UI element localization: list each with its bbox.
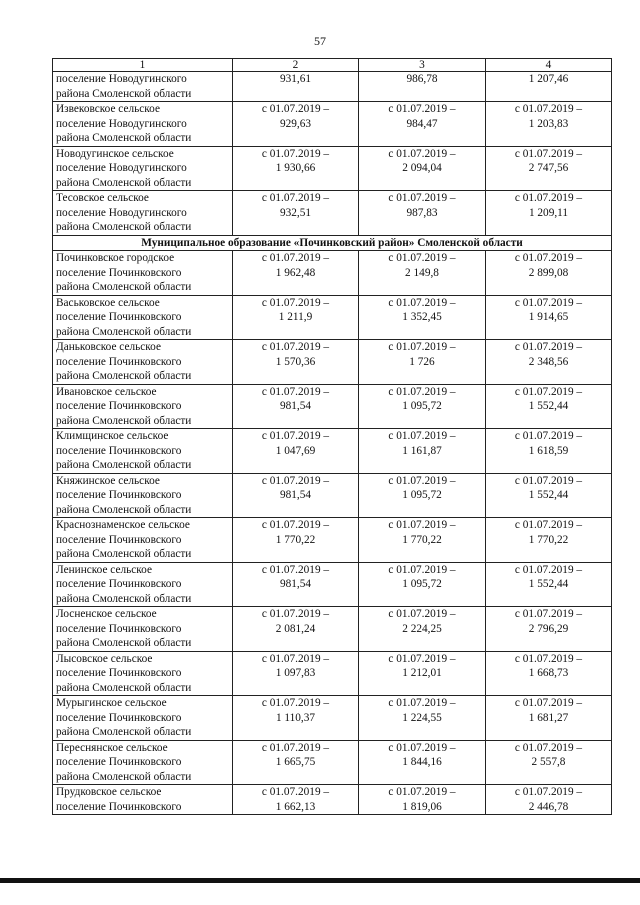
settlement-name-cell-line: Лысовское сельское [56, 652, 153, 665]
settlement-name-cell-line: Климщинское сельское [56, 430, 169, 442]
column-2-value-cell [233, 785, 359, 815]
column-4-value-cell-line: 1 914,65 [528, 311, 569, 323]
column-3-value-cell-line: 1 095,72 [402, 578, 442, 590]
column-4-value-cell [486, 384, 612, 429]
column-2-value-cell [233, 696, 359, 741]
column-4-value-cell [486, 473, 612, 518]
settlement-name-cell-line: района Смоленской области [56, 637, 192, 649]
column-3-value-cell [359, 191, 486, 236]
column-2-value-cell [233, 518, 359, 563]
settlement-name-cell [53, 651, 233, 696]
column-3-value-cell [359, 740, 486, 785]
table-row [53, 295, 612, 340]
column-4-value-cell-line: с 01.07.2019 – [514, 697, 583, 709]
column-2-value-cell [233, 651, 359, 696]
column-3-value-cell-line: с 01.07.2019 – [388, 341, 456, 353]
column-4-value-cell [486, 696, 612, 741]
column-3-value-cell [359, 473, 486, 518]
settlement-name-cell-line: района Смоленской области [56, 726, 192, 738]
column-3-value-cell-line: с 01.07.2019 – [388, 192, 456, 204]
column-2-value-cell-line: с 01.07.2019 – [261, 786, 330, 798]
settlement-name-cell [53, 384, 233, 429]
column-4-value-cell-line: 2 899,08 [528, 266, 569, 279]
column-number-2: 2 [233, 59, 359, 72]
column-2-value-cell [233, 72, 359, 102]
settlement-name-cell-line: поселение Починковского [56, 444, 182, 457]
column-4-value-cell [486, 562, 612, 607]
column-2-value-cell-line: 1 047,69 [275, 444, 316, 457]
column-4-value-cell-line: 1 552,44 [528, 400, 569, 412]
settlement-name-cell-line: Мурыгинское сельское [56, 697, 167, 709]
column-2-value-cell-line: с 01.07.2019 – [261, 147, 330, 160]
settlement-name-cell-line: района Смоленской области [56, 176, 192, 189]
column-2-value-cell [233, 562, 359, 607]
settlement-name-cell-line: Переснянское сельское [56, 741, 168, 754]
column-4-value-cell [486, 607, 612, 652]
column-2-value-cell-line: 1 930,66 [275, 162, 316, 174]
settlement-name-cell-line: района Смоленской области [56, 414, 192, 427]
column-4-value-cell-line: 1 668,73 [528, 667, 569, 679]
column-3-value-cell-line: 984,47 [406, 117, 438, 130]
column-3-value-cell-line: 1 212,01 [402, 667, 442, 679]
settlement-name-cell-line: Княжинское сельское [56, 474, 160, 487]
table-row [53, 696, 612, 741]
column-4-value-cell-line: с 01.07.2019 – [514, 252, 583, 264]
column-3-value-cell-line: 1 352,45 [402, 311, 442, 323]
column-4-value-cell-line: 1 552,44 [528, 489, 569, 501]
tariff-table [52, 58, 612, 815]
column-4-value-cell [486, 146, 612, 191]
tariff-table-body [53, 59, 612, 815]
settlement-name-cell-line: района Смоленской области [56, 87, 192, 100]
column-3-value-cell-line: 1 770,22 [402, 533, 442, 546]
column-4-value-cell [486, 72, 612, 102]
section-title: Муниципальное образование «Починковский район» Смоленской области [53, 235, 612, 251]
column-3-value-cell-line: 1 095,72 [402, 489, 442, 501]
settlement-name-cell-line: района Смоленской области [56, 770, 192, 783]
settlement-name-cell [53, 72, 233, 102]
column-3-value-cell-line: с 01.07.2019 – [388, 563, 456, 576]
settlement-name-cell [53, 607, 233, 652]
column-3-value-cell-line: с 01.07.2019 – [388, 519, 456, 531]
column-2-value-cell-line: 1 110,37 [275, 711, 316, 724]
column-2-value-cell [233, 251, 359, 296]
column-3-value-cell-line: с 01.07.2019 – [388, 741, 456, 754]
column-2-value-cell-line: 929,63 [279, 117, 312, 130]
settlement-name-cell [53, 191, 233, 236]
settlement-name-cell [53, 562, 233, 607]
settlement-name-cell-line: поселение Новодугинского [56, 206, 187, 219]
column-2-value-cell [233, 102, 359, 147]
settlement-name-cell [53, 785, 233, 815]
column-3-value-cell [359, 340, 486, 385]
column-3-value-cell [359, 102, 486, 147]
settlement-name-cell-line: поселение Починковского [56, 667, 182, 679]
column-2-value-cell-line: с 01.07.2019 – [261, 652, 330, 665]
column-4-value-cell-line: с 01.07.2019 – [514, 430, 583, 442]
column-2-value-cell-line: с 01.07.2019 – [261, 341, 330, 353]
table-row [53, 72, 612, 102]
column-2-value-cell [233, 740, 359, 785]
column-3-value-cell-line: с 01.07.2019 – [388, 608, 456, 620]
column-4-value-cell-line: 1 552,44 [528, 578, 569, 590]
column-4-value-cell-line: 2 796,29 [528, 622, 569, 635]
column-2-value-cell-line: с 01.07.2019 – [261, 519, 330, 531]
settlement-name-cell-line: Новодугинское сельское [56, 147, 174, 160]
column-2-value-cell-line: 932,51 [279, 206, 312, 219]
column-3-value-cell [359, 785, 486, 815]
bottom-rule [0, 878, 640, 883]
settlement-name-cell-line: поселение Починковского [56, 800, 182, 813]
column-4-value-cell-line: 1 203,83 [528, 117, 569, 130]
column-3-value-cell-line: с 01.07.2019 – [388, 430, 456, 442]
table-row [53, 473, 612, 518]
column-4-value-cell-line: с 01.07.2019 – [514, 608, 583, 620]
column-number-1: 1 [53, 59, 233, 72]
settlement-name-cell-line: Краснознаменское сельское [56, 519, 190, 531]
column-3-value-cell [359, 295, 486, 340]
column-2-value-cell-line: с 01.07.2019 – [261, 296, 330, 309]
column-2-value-cell-line: с 01.07.2019 – [261, 474, 330, 487]
settlement-name-cell-line: поселение Починковского [56, 400, 182, 412]
settlement-name-cell [53, 340, 233, 385]
column-2-value-cell-line: 1 211,9 [278, 311, 313, 323]
column-2-value-cell-line: с 01.07.2019 – [261, 103, 330, 115]
settlement-name-cell [53, 429, 233, 474]
settlement-name-cell-line: поселение Починковского [56, 622, 182, 635]
column-3-value-cell-line: 1 844,16 [402, 756, 442, 768]
column-3-value-cell-line: с 01.07.2019 – [388, 474, 456, 487]
column-4-value-cell-line: 1 681,27 [528, 711, 569, 724]
settlement-name-cell-line: поселение Починковского [56, 311, 182, 323]
settlement-name-cell-line: Тесовское сельское [56, 192, 149, 204]
column-3-value-cell-line: с 01.07.2019 – [388, 103, 456, 115]
column-2-value-cell-line: с 01.07.2019 – [261, 252, 330, 264]
column-3-value-cell-line: с 01.07.2019 – [388, 385, 456, 398]
table-row [53, 340, 612, 385]
column-3-value-cell [359, 72, 486, 102]
column-4-value-cell-line: с 01.07.2019 – [514, 341, 583, 353]
column-2-value-cell-line: 1 962,48 [275, 266, 316, 279]
settlement-name-cell-line: района Смоленской области [56, 459, 192, 471]
column-3-value-cell-line: 986,78 [406, 73, 438, 85]
settlement-name-cell-line: поселение Починковского [56, 711, 182, 724]
column-2-value-cell-line: с 01.07.2019 – [261, 192, 330, 204]
table-row [53, 251, 612, 296]
settlement-name-cell-line: Ивановское сельское [56, 385, 157, 398]
column-2-value-cell-line: 1 665,75 [275, 756, 316, 768]
column-3-value-cell-line: с 01.07.2019 – [388, 786, 456, 798]
column-4-value-cell-line: с 01.07.2019 – [514, 192, 583, 204]
settlement-name-cell-line: поселение Новодугинского [56, 162, 187, 174]
column-3-value-cell-line: 987,83 [406, 206, 438, 219]
settlement-name-cell-line: района Смоленской области [56, 503, 192, 516]
column-3-value-cell [359, 696, 486, 741]
column-2-value-cell [233, 429, 359, 474]
column-2-value-cell [233, 295, 359, 340]
column-4-value-cell-line: с 01.07.2019 – [514, 563, 583, 576]
settlement-name-cell-line: района Смоленской области [56, 370, 192, 382]
column-4-value-cell-line: с 01.07.2019 – [514, 652, 583, 665]
settlement-name-cell-line: поселение Починковского [56, 489, 182, 501]
column-3-value-cell-line: с 01.07.2019 – [388, 252, 456, 264]
column-4-value-cell-line: 1 618,59 [528, 444, 569, 457]
column-3-value-cell-line: 2 149,8 [405, 266, 439, 279]
column-2-value-cell [233, 473, 359, 518]
column-4-value-cell-line: 2 348,56 [528, 355, 569, 368]
column-2-value-cell-line: с 01.07.2019 – [261, 741, 330, 754]
settlement-name-cell [53, 295, 233, 340]
settlement-name-cell-line: Прудковское сельское [56, 786, 162, 798]
column-4-value-cell-line: 2 446,78 [528, 800, 569, 813]
column-4-value-cell-line: 1 770,22 [528, 533, 569, 546]
column-2-value-cell-line: 1 097,83 [275, 667, 316, 679]
column-4-value-cell [486, 295, 612, 340]
column-3-value-cell [359, 518, 486, 563]
column-4-value-cell [486, 518, 612, 563]
column-4-value-cell-line: 1 209,11 [528, 206, 569, 219]
table-row [53, 191, 612, 236]
column-2-value-cell-line: 1 770,22 [275, 533, 316, 546]
table-row [53, 518, 612, 563]
column-2-value-cell-line: 981,54 [279, 578, 312, 590]
settlement-name-cell-line: поселение Починковского [56, 578, 182, 590]
settlement-name-cell [53, 251, 233, 296]
column-4-value-cell [486, 429, 612, 474]
settlement-name-cell-line: района Смоленской области [56, 281, 192, 293]
settlement-name-cell-line: поселение Новодугинского [56, 117, 187, 130]
section-header-row [53, 235, 612, 251]
column-3-value-cell [359, 384, 486, 429]
column-number-3: 3 [359, 59, 486, 72]
column-3-value-cell-line: 1 726 [409, 355, 435, 368]
column-4-value-cell [486, 102, 612, 147]
settlement-name-cell [53, 102, 233, 147]
table-row [53, 429, 612, 474]
column-2-value-cell-line: с 01.07.2019 – [261, 430, 330, 442]
column-4-value-cell [486, 740, 612, 785]
column-3-value-cell-line: 1 095,72 [402, 400, 442, 412]
column-2-value-cell [233, 191, 359, 236]
settlement-name-cell-line: района Смоленской области [56, 221, 192, 233]
column-4-value-cell-line: 2 747,56 [528, 162, 569, 174]
settlement-name-cell-line: Извековское сельское [56, 103, 160, 115]
settlement-name-cell-line: Лосненское сельское [56, 608, 157, 620]
column-4-value-cell [486, 785, 612, 815]
settlement-name-cell [53, 518, 233, 563]
settlement-name-cell-line: поселение Новодугинского [56, 73, 187, 85]
column-3-value-cell [359, 651, 486, 696]
settlement-name-cell-line: поселение Починковского [56, 266, 182, 279]
column-3-value-cell [359, 429, 486, 474]
column-3-value-cell-line: с 01.07.2019 – [388, 147, 456, 160]
column-4-value-cell-line: с 01.07.2019 – [514, 103, 583, 115]
settlement-name-cell [53, 473, 233, 518]
column-2-value-cell-line: 931,61 [279, 73, 312, 85]
settlement-name-cell-line: района Смоленской области [56, 548, 192, 560]
column-4-value-cell [486, 251, 612, 296]
settlement-name-cell [53, 146, 233, 191]
column-3-value-cell-line: 1 224,55 [402, 711, 442, 724]
settlement-name-cell-line: Ленинское сельское [56, 563, 152, 576]
column-2-value-cell [233, 340, 359, 385]
column-2-value-cell-line: 981,54 [279, 400, 312, 412]
settlement-name-cell-line: района Смоленской области [56, 325, 192, 338]
table-row [53, 562, 612, 607]
column-4-value-cell-line: с 01.07.2019 – [514, 147, 583, 160]
column-4-value-cell-line: с 01.07.2019 – [514, 385, 583, 398]
settlement-name-cell-line: района Смоленской области [56, 132, 192, 144]
column-3-value-cell-line: 2 224,25 [402, 622, 442, 635]
column-4-value-cell-line: с 01.07.2019 – [514, 741, 583, 754]
column-2-value-cell-line: 981,54 [279, 489, 312, 501]
settlement-name-cell-line: района Смоленской области [56, 592, 192, 605]
column-2-value-cell [233, 146, 359, 191]
column-4-value-cell [486, 651, 612, 696]
column-2-value-cell [233, 384, 359, 429]
page-number: 57 [314, 34, 326, 48]
column-3-value-cell-line: 1 819,06 [402, 800, 442, 813]
table-row [53, 740, 612, 785]
table-row [53, 785, 612, 815]
column-2-value-cell-line: 1 570,36 [275, 355, 316, 368]
column-4-value-cell [486, 191, 612, 236]
column-2-value-cell [233, 607, 359, 652]
settlement-name-cell [53, 696, 233, 741]
column-2-value-cell-line: 2 081,24 [275, 622, 316, 635]
column-2-value-cell-line: 1 662,13 [275, 800, 316, 813]
table-row [53, 651, 612, 696]
column-3-value-cell [359, 146, 486, 191]
column-number-4: 4 [486, 59, 612, 72]
settlement-name-cell-line: поселение Починковского [56, 355, 182, 368]
settlement-name-cell-line: Васьковское сельское [56, 296, 160, 309]
settlement-name-cell-line: района Смоленской области [56, 681, 192, 694]
settlement-name-cell-line: Починковское городское [56, 252, 175, 264]
column-3-value-cell-line: с 01.07.2019 – [388, 652, 456, 665]
column-2-value-cell-line: с 01.07.2019 – [261, 385, 330, 398]
column-3-value-cell-line: с 01.07.2019 – [388, 296, 456, 309]
column-4-value-cell-line: с 01.07.2019 – [514, 296, 583, 309]
column-4-value-cell-line: 1 207,46 [528, 73, 569, 85]
settlement-name-cell-line: поселение Починковского [56, 533, 182, 546]
settlement-name-cell-line: поселение Починковского [56, 756, 182, 768]
settlement-name-cell [53, 740, 233, 785]
column-3-value-cell-line: 1 161,87 [402, 444, 442, 457]
column-3-value-cell-line: 2 094,04 [402, 162, 442, 174]
column-4-value-cell [486, 340, 612, 385]
column-2-value-cell-line: с 01.07.2019 – [261, 608, 330, 620]
column-4-value-cell-line: с 01.07.2019 – [514, 519, 583, 531]
table-row [53, 102, 612, 147]
column-3-value-cell [359, 607, 486, 652]
column-2-value-cell-line: с 01.07.2019 – [261, 563, 330, 576]
column-number-row [53, 59, 612, 72]
table-row [53, 384, 612, 429]
column-2-value-cell-line: с 01.07.2019 – [261, 697, 330, 709]
column-4-value-cell-line: 2 557,8 [531, 756, 566, 768]
column-4-value-cell-line: с 01.07.2019 – [514, 786, 583, 798]
column-3-value-cell [359, 251, 486, 296]
column-3-value-cell-line: с 01.07.2019 – [388, 697, 456, 709]
settlement-name-cell-line: Даньковское сельское [56, 341, 161, 353]
column-4-value-cell-line: с 01.07.2019 – [514, 474, 583, 487]
table-row [53, 607, 612, 652]
table-row [53, 146, 612, 191]
column-3-value-cell [359, 562, 486, 607]
